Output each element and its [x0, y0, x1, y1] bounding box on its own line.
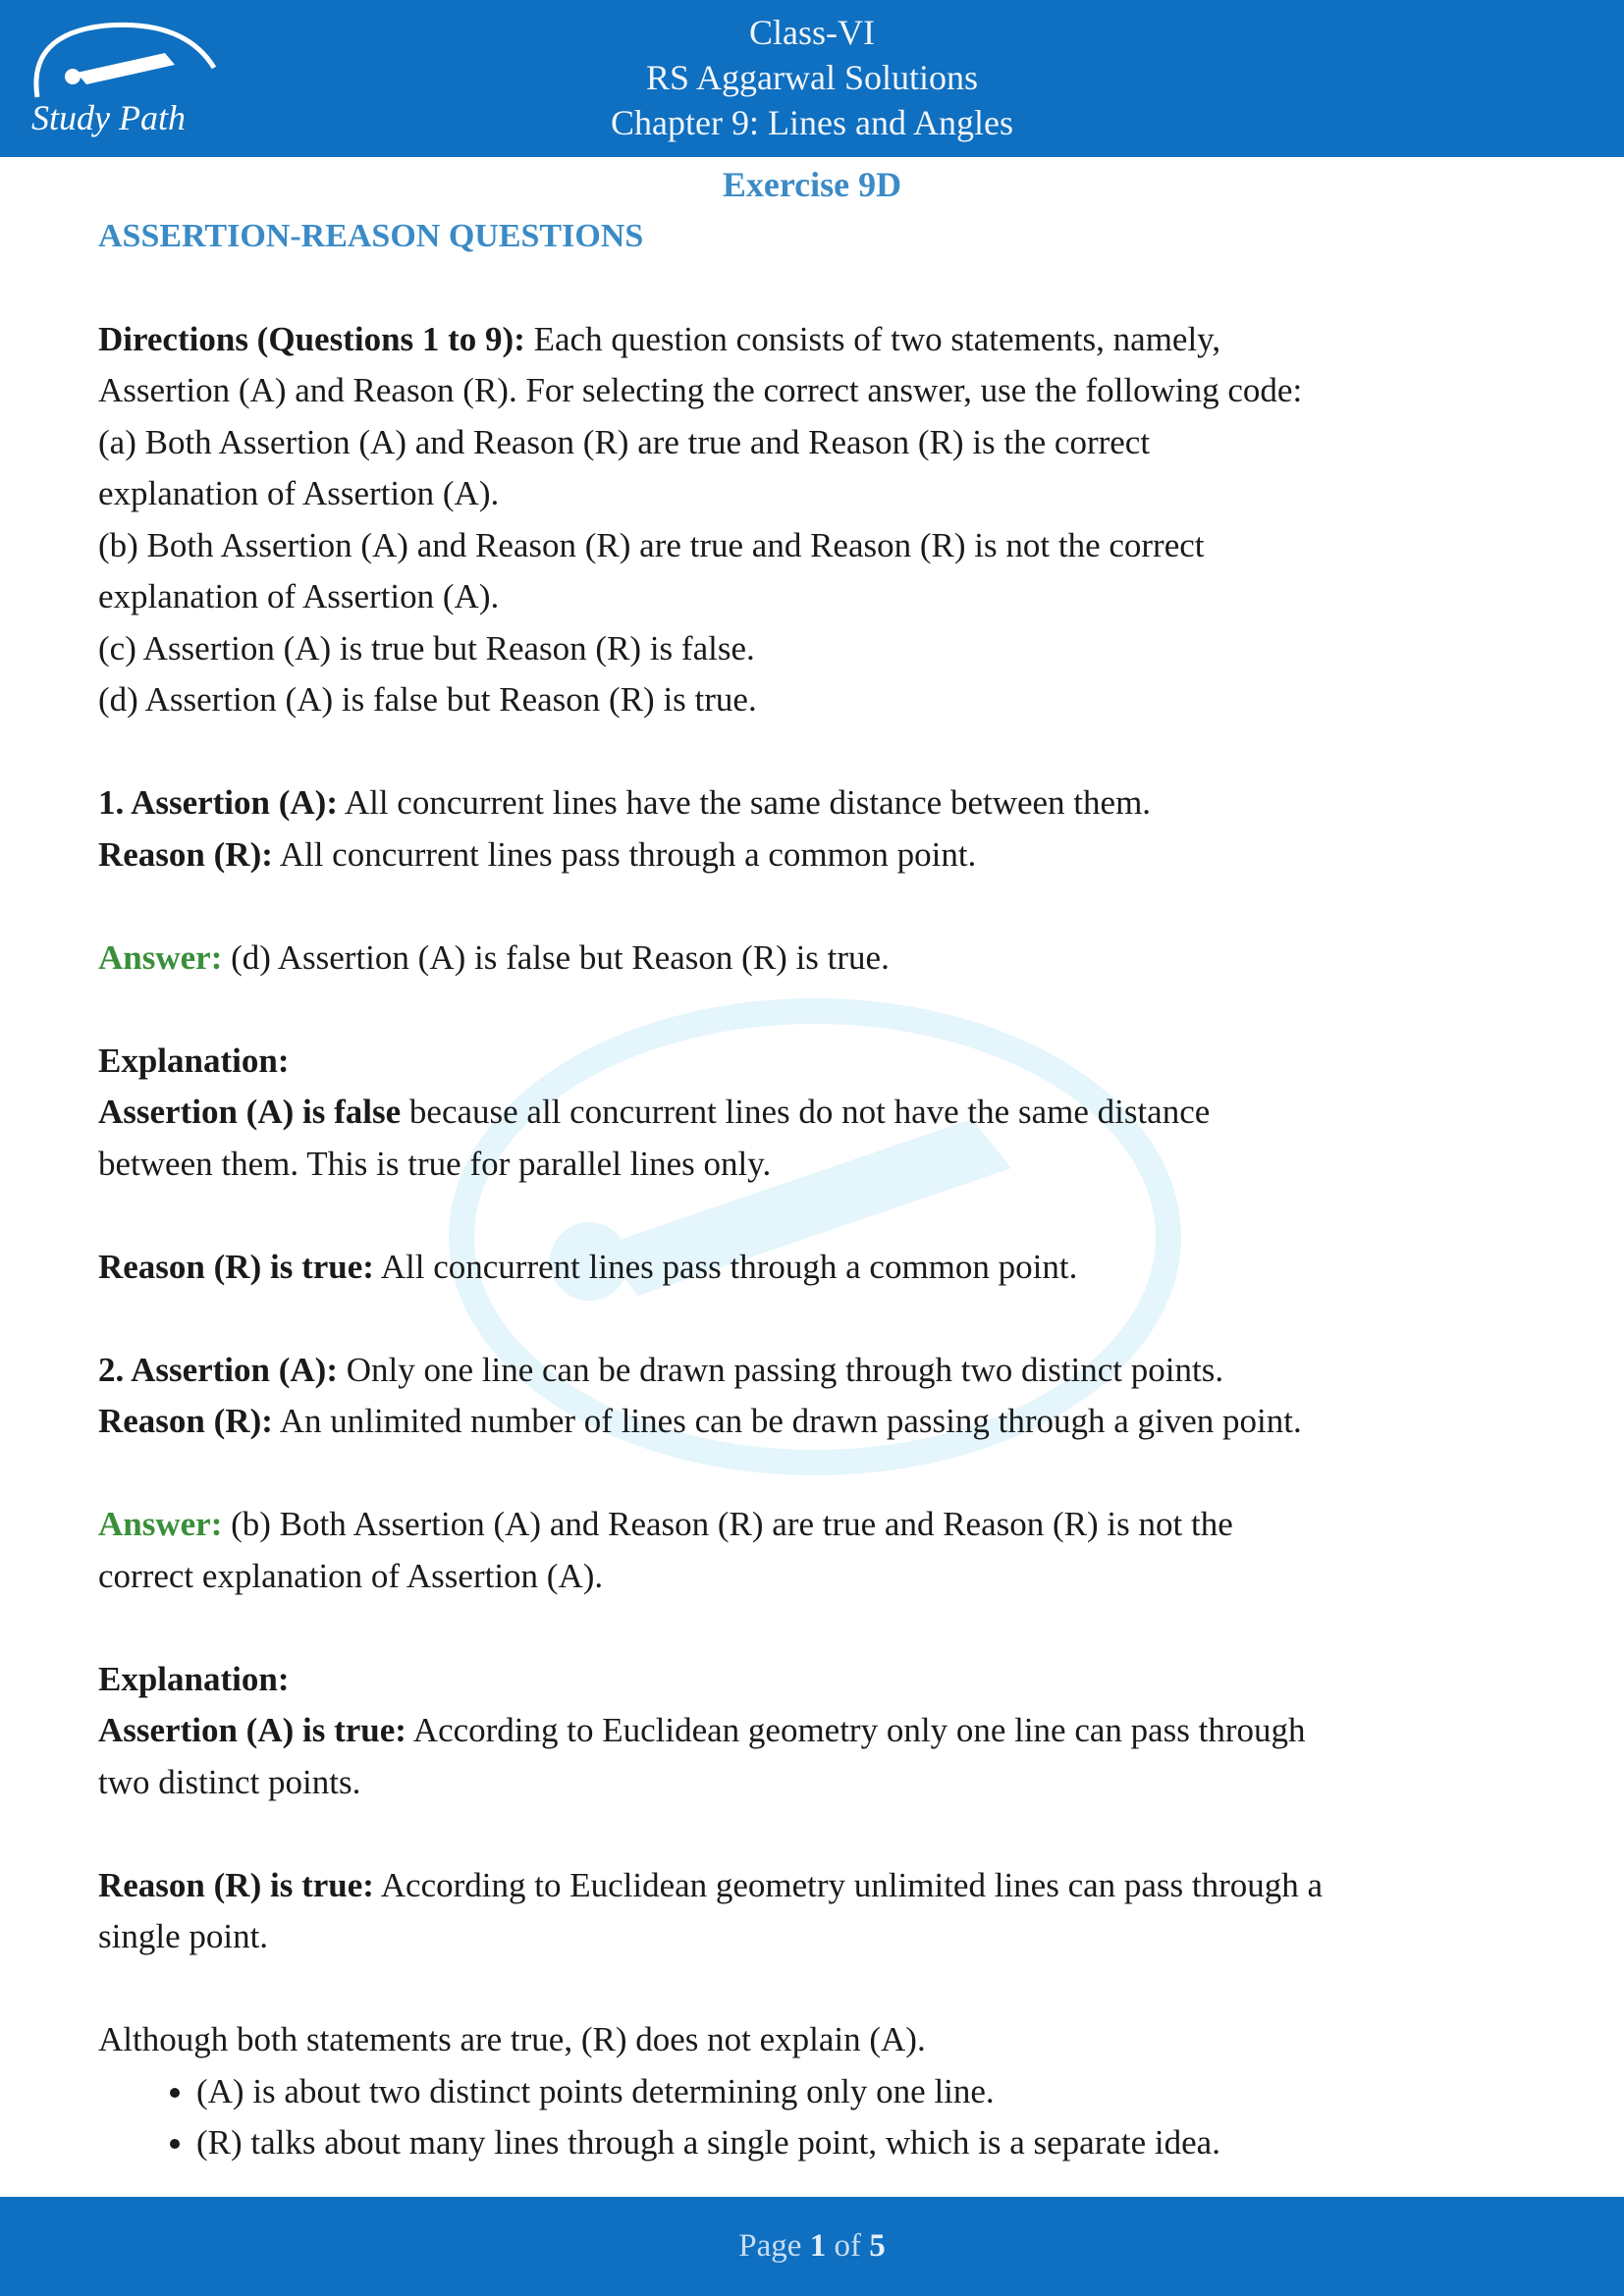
q2-bullet-list	[98, 2066, 1542, 2169]
q1-assertion-label: 1. Assertion (A):	[98, 783, 338, 822]
exercise-title: Exercise 9D	[722, 165, 902, 204]
page-of: of	[826, 2228, 870, 2264]
option-b: (b) Both Assertion (A) and Reason (R) are true and Reason (R) is not the correct	[98, 525, 1205, 564]
question-1	[98, 777, 1542, 1293]
q2-exp-assertion-label: Assertion (A) is true:	[98, 1711, 406, 1749]
q1-explanation-label: Explanation:	[98, 1041, 290, 1080]
q1-exp-assertion-label: Assertion (A) is false	[98, 1093, 402, 1131]
q2-exp-assertion-text-2: two distinct points.	[98, 1762, 361, 1801]
header-book: RS Aggarwal Solutions	[645, 58, 979, 97]
q2-answer-text-2: correct explanation of Assertion (A).	[98, 1556, 604, 1595]
document-body	[98, 159, 1542, 2169]
page-header	[0, 0, 1624, 157]
section-title: ASSERTION-REASON QUESTIONS	[98, 217, 644, 254]
q2-assertion-label: 2. Assertion (A):	[98, 1350, 338, 1389]
q2-reason-label: Reason (R):	[98, 1402, 273, 1440]
directions	[98, 314, 1542, 726]
page-current: 1	[809, 2228, 827, 2264]
option-a: (a) Both Assertion (A) and Reason (R) are true and Reason (R) is the correct	[98, 422, 1151, 461]
q1-exp-assertion-text-2: between them. This is true for parallel lines only.	[98, 1144, 772, 1183]
study-path-logo	[18, 14, 234, 141]
question-2	[98, 1345, 1542, 2169]
q1-assertion-text: All concurrent lines have the same distance between them.	[338, 783, 1152, 822]
list-item: • (A) is about two distinct points determining only one line.	[196, 2066, 1542, 2118]
option-b-cont: explanation of Assertion (A).	[98, 577, 500, 615]
directions-text-2: Assertion (A) and Reason (R). For selecting the correct answer, use the following code:	[98, 371, 1303, 409]
q2-exp-assertion-text: According to Euclidean geometry only one line can pass through	[406, 1711, 1306, 1749]
option-c: (c) Assertion (A) is true but Reason (R) is false.	[98, 628, 755, 667]
header-chapter: Chapter 9: Lines and Angles	[611, 103, 1013, 142]
page-footer	[0, 2197, 1624, 2296]
option-a-cont: explanation of Assertion (A).	[98, 474, 500, 512]
q1-exp-assertion-text: because all concurrent lines do not have the same distance	[401, 1093, 1211, 1131]
q1-reason-text: All concurrent lines pass through a common point.	[272, 834, 977, 874]
q1-answer-text: (d) Assertion (A) is false but Reason (R) is true.	[222, 937, 890, 977]
q2-answer-label: Answer:	[98, 1505, 223, 1543]
directions-label: Directions (Questions 1 to 9):	[98, 319, 525, 358]
list-item: • (R) talks about many lines through a single point, which is a separate idea.	[196, 2117, 1542, 2169]
q2-exp-reason-text: According to Euclidean geometry unlimited lines can pass through a	[373, 1865, 1324, 1904]
q1-exp-reason-text: All concurrent lines pass through a common point.	[373, 1247, 1078, 1286]
q2-assertion-text: Only one line can be drawn passing through two distinct points.	[338, 1350, 1224, 1389]
q2-exp-reason-text-2: single point.	[98, 1917, 269, 1955]
option-d: (d) Assertion (A) is false but Reason (R) is true.	[98, 680, 757, 719]
q2-explanation-label: Explanation:	[98, 1659, 290, 1698]
q2-summary: Although both statements are true, (R) does not explain (A).	[98, 2020, 926, 2058]
svg-text:Study Path: Study Path	[31, 98, 186, 137]
directions-text: Each question consists of two statements, namely,	[524, 319, 1221, 358]
q2-reason-text: An unlimited number of lines can be drawn passing through a given point.	[272, 1402, 1302, 1440]
q1-reason-label: Reason (R):	[98, 834, 273, 874]
page-total: 5	[869, 2228, 886, 2264]
q1-exp-reason-label: Reason (R) is true:	[98, 1247, 374, 1286]
q2-exp-reason-label: Reason (R) is true:	[98, 1865, 374, 1904]
page-word: Page	[738, 2228, 810, 2264]
q2-answer-text: (b) Both Assertion (A) and Reason (R) are true and Reason (R) is not the	[222, 1505, 1233, 1543]
q1-answer-label: Answer:	[98, 937, 223, 977]
header-class: Class-VI	[749, 13, 875, 52]
